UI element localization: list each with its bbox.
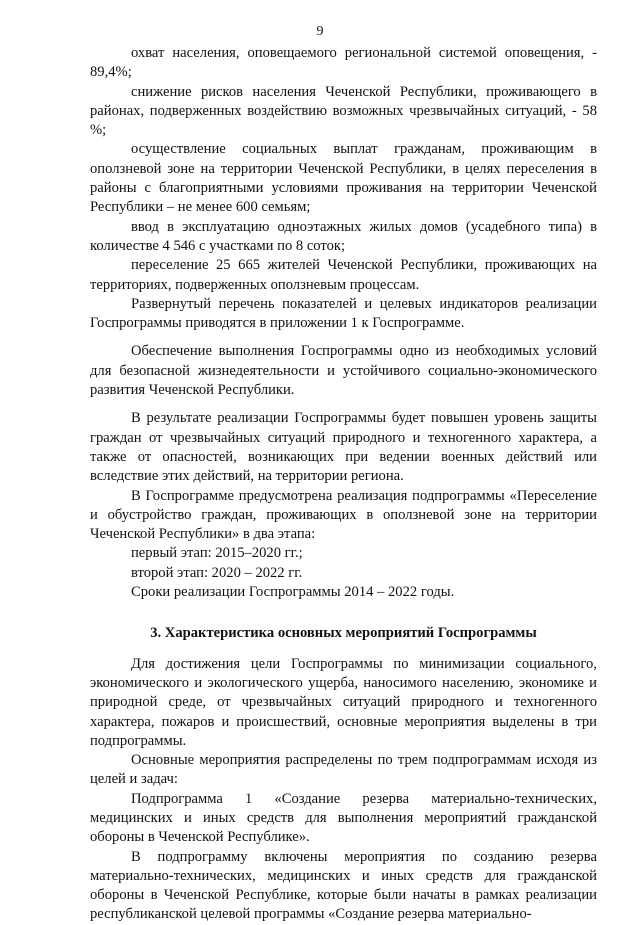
indicator-housing-commissioning: ввод в эксплуатацию одноэтажных жилых домов (усадебного типа) в количестве 4 546 с участками по 8 соток; [90,218,597,254]
subprogram-one-description: В подпрограмму включены мероприятия по созданию резерва материально-технических, медицинских и иных средств для гражданской обороны в Чеченской Республике, которые были начаты в рамках реализации республиканской целевой программы «Создание резерва материально- [90,848,597,923]
subprogram-stages-paragraph: В Госпрограмме предусмотрена реализация подпрограммы «Переселение и обустройство граждан, проживающих в оползневой зоне на территории Чеченской Республики» в два этапа: [90,487,597,543]
indicator-resettlement: переселение 25 665 жителей Чеченской Республики, проживающих на территориях, подверженных оползневым процессам. [90,257,597,293]
indicator-social-payments: осуществление социальных выплат гражданам, проживающим в оползневой зоне на территории Чеченской Республики, в целях переселения в районы с благоприятными условиями проживания на территории Чеченской Республики – не менее 600 семьям; [90,141,597,216]
subprogram-one-title: Подпрограмма 1 «Создание резерва материально-технических, медицинских и иных средств для выполнения мероприятий гражданской обороны в Чеченской Республике». [90,790,597,846]
section-distribution-paragraph: Основные мероприятия распределены по трем подпрограммам исходя из целей и задач: [90,752,597,788]
document-body [90,44,597,925]
page-number: 9 [316,24,324,39]
stage-one: первый этап: 2015–2020 гг.; [131,545,303,562]
stage-two: второй этап: 2020 – 2022 гг. [131,564,303,581]
section-goal-paragraph: Для достижения цели Госпрограммы по минимизации социального, экономического и экологического ущерба, наносимого населению, экономике и природной среде, от чрезвычайных ситуаций природного и техногенного характера, пожаров и происшествий, основные мероприятия выделены в три подпрограммы. [90,655,597,749]
indicators-appendix-note: Развернутый перечень показателей и целевых индикаторов реализации Госпрограммы приводятся в приложении 1 к Госпрограмме. [90,295,597,332]
indicator-risk-reduction: снижение рисков населения Чеченской Республики, проживающего в районах, подверженных воздействию возможных чрезвычайных ситуаций, - 58 %; [90,83,597,139]
program-importance-paragraph: Обеспечение выполнения Госпрограммы одно из необходимых условий для безопасной жизнедеятельности и устойчивого социально-экономического развития Чеченской Республики. [90,343,597,399]
program-results-paragraph: В результате реализации Госпрограммы будет повышен уровень защиты граждан от чрезвычайных ситуаций природного и техногенного характера, а также от опасностей, возникающих при ведении военных действий или вследствие этих действий, на территории региона. [90,410,597,485]
section-heading: 3. Характеристика основных мероприятий Госпрограммы [150,625,537,642]
program-terms: Сроки реализации Госпрограммы 2014 – 2022 годы. [131,584,455,601]
indicator-warning-coverage: охват населения, оповещаемого региональной системой оповещения, - 89,4%; [90,45,597,81]
